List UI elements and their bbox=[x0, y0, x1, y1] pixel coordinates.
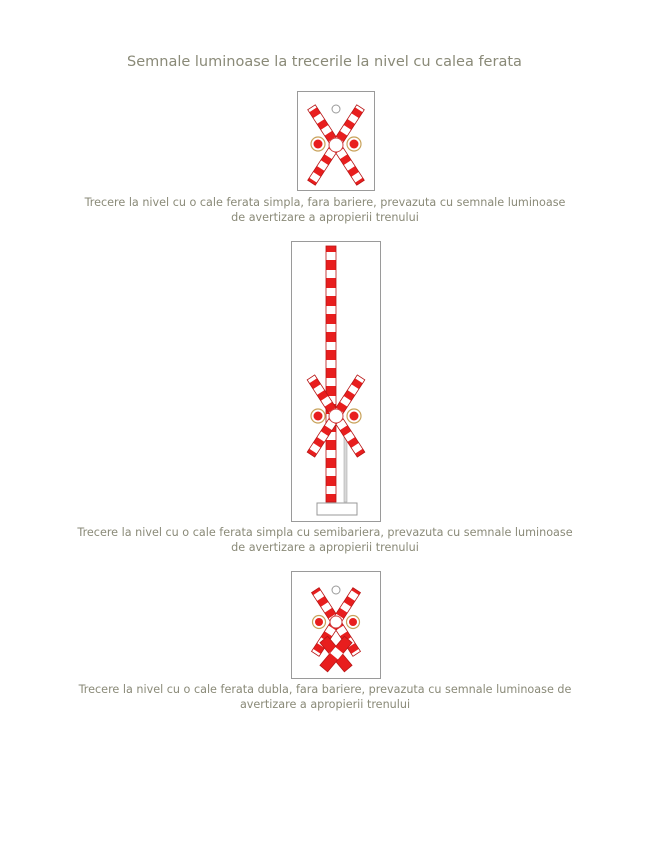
figure-3-frame bbox=[291, 571, 381, 679]
figure-1-frame bbox=[297, 91, 375, 191]
figure-1-caption bbox=[60, 195, 590, 225]
level-crossing-sign-icon bbox=[298, 92, 374, 190]
double-track-crossing-sign-icon bbox=[292, 572, 380, 678]
figure-2-frame bbox=[291, 241, 381, 522]
figure-2-caption bbox=[60, 525, 590, 555]
page-title: Semnale luminoase la trecerile la nivel cu calea ferata bbox=[127, 54, 522, 70]
figure-3-caption bbox=[60, 682, 590, 712]
figure-1-caption-line1: Trecere la nivel cu o cale ferata simpla, fara bariere, prevazuta cu semnale luminoase bbox=[84, 196, 566, 209]
figure-2-caption-line1: Trecere la nivel cu o cale ferata simpla cu semibariera, prevazuta cu semnale luminoase bbox=[77, 526, 573, 539]
figure-2-caption-line2: de avertizare a apropierii trenului bbox=[231, 541, 419, 554]
figure-3-caption-line2: avertizare a apropierii trenului bbox=[239, 698, 411, 711]
level-crossing-half-barrier-icon bbox=[292, 242, 380, 521]
figure-3-caption-line1: Trecere la nivel cu o cale ferata dubla, fara bariere, prevazuta cu semnale luminoase de bbox=[78, 683, 572, 696]
figure-1-caption-line2: de avertizare a apropierii trenului bbox=[231, 211, 419, 224]
